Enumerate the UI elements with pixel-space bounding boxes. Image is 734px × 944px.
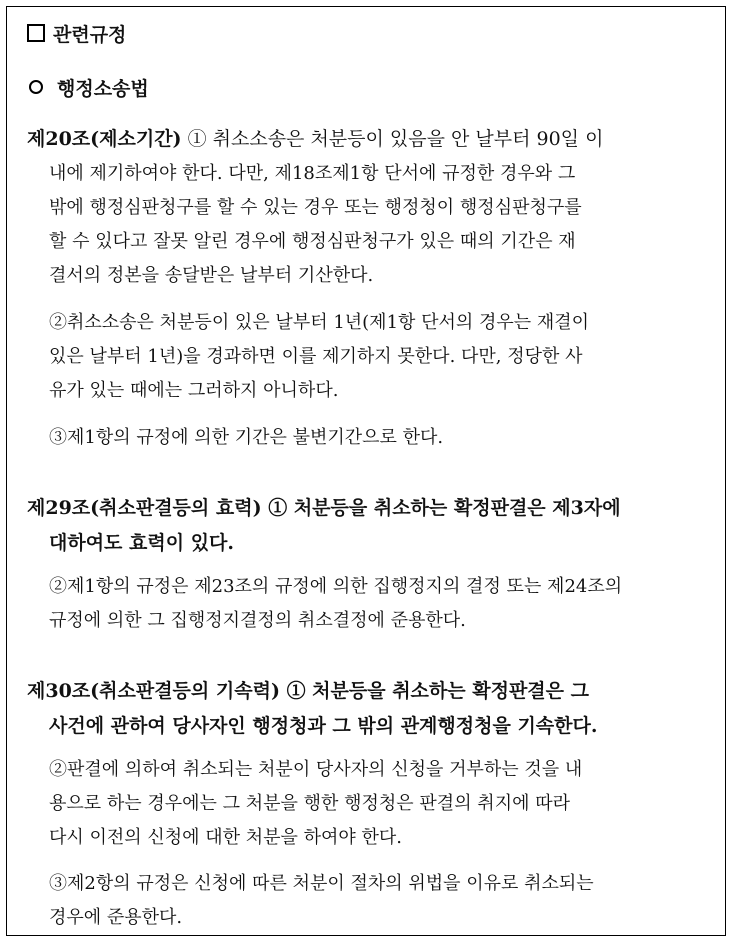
section-title: 관련규정 xyxy=(53,24,127,46)
article-29-para-2-line: 규정에 의한 그 집행정지결정의 취소결정에 준용한다. xyxy=(49,610,466,631)
article-30-para-2-line: ②판결에 의하여 취소되는 처분이 당사자의 신청을 거부하는 것을 내 xyxy=(49,759,583,780)
article-20-line-1 xyxy=(27,128,717,150)
article-30-heading: 제30조(취소판결등의 기속력) xyxy=(27,680,280,702)
subsection-heading xyxy=(29,78,149,100)
article-20-para-3-line: ③제1항의 규정에 의한 기간은 불변기간으로 한다. xyxy=(49,427,444,448)
article-20-para-2-line: ②취소소송은 처분등이 있은 날부터 1년(제1항 단서의 경우는 재결이 xyxy=(49,312,590,333)
article-20-para-1-line: 결서의 정본을 송달받은 날부터 기산한다. xyxy=(49,265,374,286)
checkbox-square-icon xyxy=(27,24,45,42)
article-30-para-1-line: 사건에 관하여 당사자인 행정청과 그 밖의 관계행정청을 기속한다. xyxy=(49,715,598,737)
article-29-para-1-line: ① 처분등을 취소하는 확정판결은 제3자에 xyxy=(268,497,621,519)
circle-bullet-icon xyxy=(29,80,43,94)
section-heading xyxy=(27,24,126,46)
article-20-para-1-line: 밖에 행정심판청구를 할 수 있는 경우 또는 행정청이 행정심판청구를 xyxy=(49,197,582,218)
article-30-para-1-line: ① 처분등을 취소하는 확정판결은 그 xyxy=(286,680,589,702)
article-20-para-2-line: 있은 날부터 1년)을 경과하면 이를 제기하지 못한다. 다만, 정당한 사 xyxy=(49,346,583,367)
article-30-para-3-line: 경우에 준용한다. xyxy=(49,907,183,928)
article-29-para-2-line: ②제1항의 규정은 제23조의 규정에 의한 집행정지의 결정 또는 제24조의 xyxy=(49,576,623,597)
article-20-heading: 제20조(제소기간) xyxy=(27,128,182,150)
article-30-line-1 xyxy=(27,680,589,702)
article-20-para-1-line: 할 수 있다고 잘못 알린 경우에 행정심판청구가 있은 때의 기간은 재 xyxy=(49,231,576,252)
article-20-para-1-line: 내에 제기하여야 한다. 다만, 제18조제1항 단서에 규정한 경우와 그 xyxy=(49,163,576,184)
subsection-title: 행정소송법 xyxy=(57,78,149,100)
article-30-para-3-line: ③제2항의 규정은 신청에 따른 처분이 절차의 위법을 이유로 취소되는 xyxy=(49,873,594,894)
article-20-para-1-line: ① 취소소송은 처분등이 있음을 안 날부터 90일 이 xyxy=(187,128,604,150)
article-20-para-2-line: 유가 있는 때에는 그러하지 아니하다. xyxy=(49,380,339,401)
regulation-box xyxy=(6,6,726,936)
article-30-para-2-line: 용으로 하는 경우에는 그 처분을 행한 행정청은 판결의 취지에 따라 xyxy=(49,793,570,814)
article-29-line-1 xyxy=(27,497,621,519)
article-30-para-2-line: 다시 이전의 신청에 대한 처분을 하여야 한다. xyxy=(49,827,403,848)
article-29-para-1-line: 대하여도 효력이 있다. xyxy=(49,532,235,554)
article-29-heading: 제29조(취소판결등의 효력) xyxy=(27,497,262,519)
